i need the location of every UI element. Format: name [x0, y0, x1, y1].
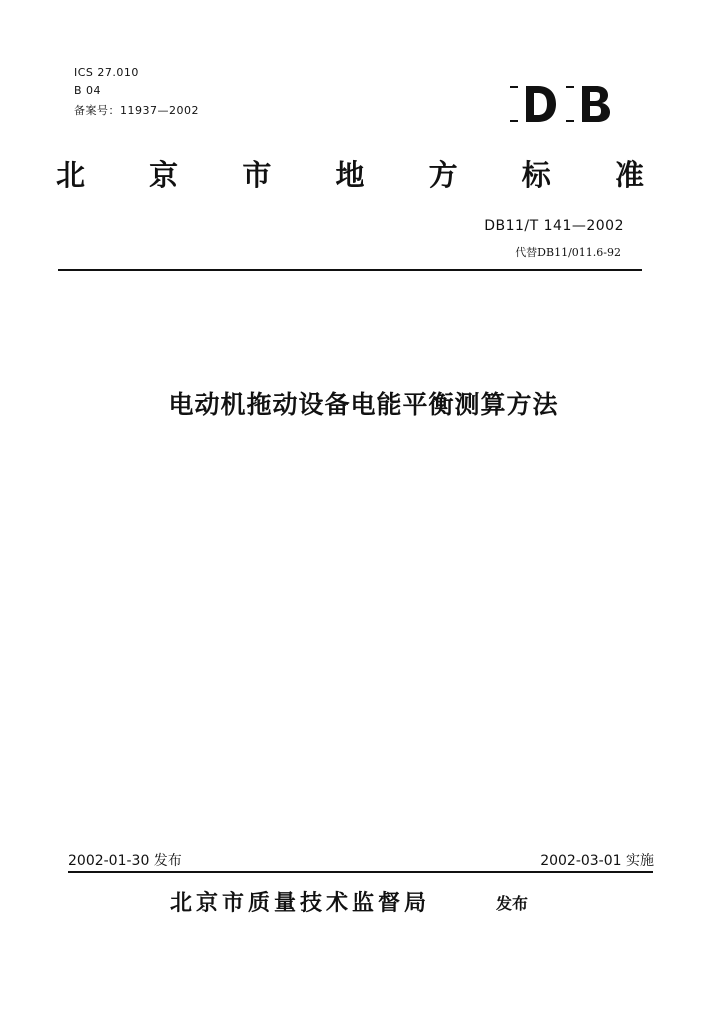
issue-date: 2002-01-30 发布 — [68, 853, 182, 869]
db-logo — [508, 82, 618, 126]
registration-number: 备案号：11937—2002 — [74, 104, 199, 117]
standard-category-char: 准 — [614, 158, 644, 192]
ccs-code: B 04 — [74, 84, 102, 97]
footer-divider — [68, 871, 653, 873]
ics-code: ICS 27.010 — [74, 66, 139, 79]
standard-category-char: 地 — [335, 158, 365, 192]
implementation-date: 2002-03-01 实施 — [540, 853, 654, 869]
document-title: 电动机拖动设备电能平衡测算方法 — [168, 390, 559, 419]
standard-category-char: 北 — [56, 158, 86, 192]
standard-category-char: 市 — [242, 158, 272, 192]
standard-category-char: 京 — [149, 158, 179, 192]
standard-category-char: 标 — [521, 158, 551, 192]
standard-category-char: 方 — [428, 158, 458, 192]
standard-code: DB11/T 141—2002 — [484, 218, 624, 234]
standard-category — [56, 158, 644, 192]
replaces-standard: 代替DB11/011.6-92 — [515, 246, 621, 259]
publisher-name: 北京市质量技术监督局 — [170, 891, 431, 916]
header-divider — [58, 269, 642, 271]
publish-label: 发布 — [496, 894, 529, 913]
